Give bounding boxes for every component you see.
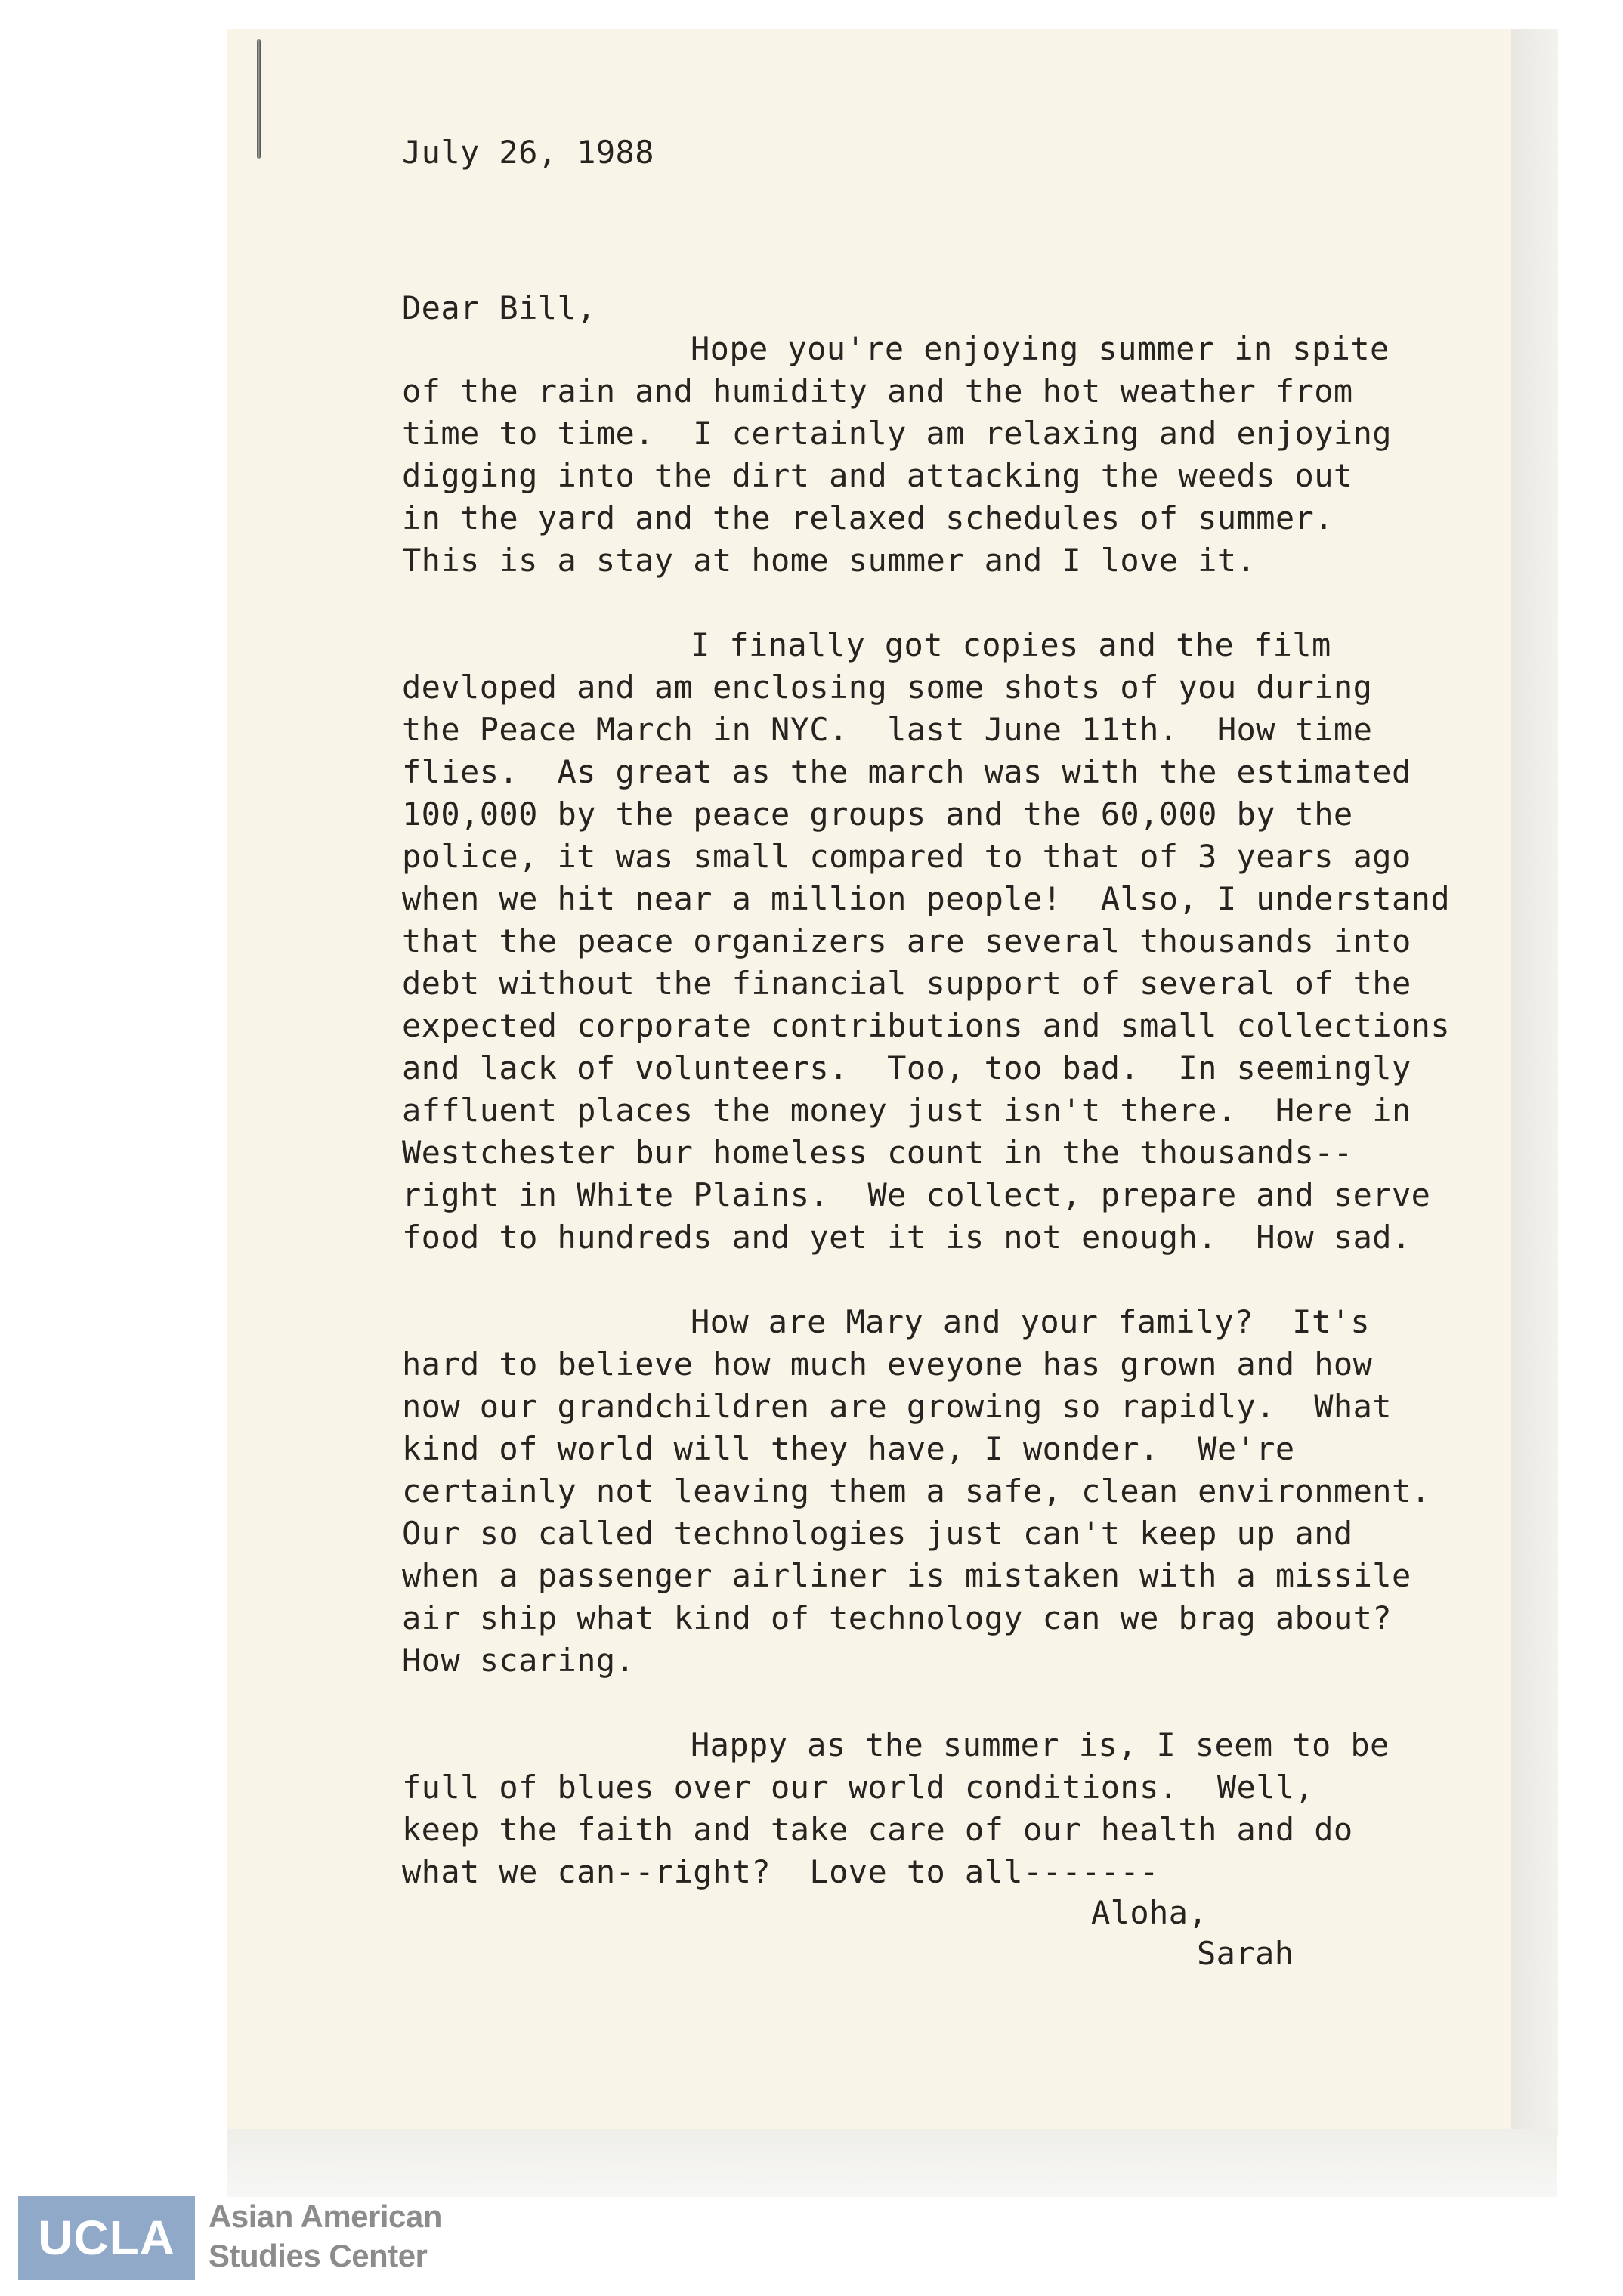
- paragraph-line: expected corporate contributions and small collections: [402, 1007, 1451, 1044]
- center-name-line2: Studies Center: [209, 2238, 428, 2273]
- paragraph-line: Hope you're enjoying summer in spite: [691, 330, 1390, 367]
- paragraph-line: of the rain and humidity and the hot weather from: [402, 372, 1353, 409]
- paragraph-line: time to time. I certainly am relaxing and enjoying: [402, 415, 1392, 452]
- paragraph-line: when a passenger airliner is mistaken with a missile: [402, 1557, 1411, 1594]
- letter-closing: Aloha,: [1091, 1894, 1208, 1931]
- paragraph-line: air ship what kind of technology can we brag about?: [402, 1599, 1392, 1636]
- paragraph-line: food to hundreds and yet it is not enough. How sad.: [402, 1219, 1411, 1256]
- paragraph-line: certainly not leaving them a safe, clean environment.: [402, 1472, 1431, 1510]
- paragraph-line: the Peace March in NYC. last June 11th. How time: [402, 711, 1373, 748]
- paragraph-line: full of blues over our world conditions. Well,: [402, 1769, 1315, 1806]
- paragraph-line: that the peace organizers are several thousands into: [402, 922, 1411, 959]
- paragraph-line: in the yard and the relaxed schedules of summer.: [402, 499, 1334, 536]
- paragraph-line: How scaring.: [402, 1642, 635, 1679]
- paragraph-line: Westchester bur homeless count in the thousands--: [402, 1134, 1353, 1171]
- paragraph-line: what we can--right? Love to all-------: [402, 1853, 1159, 1890]
- paragraph-line: debt without the financial support of several of the: [402, 965, 1411, 1002]
- paragraph-line: keep the faith and take care of our health and do: [402, 1811, 1353, 1848]
- paragraph-line: digging into the dirt and attacking the weeds out: [402, 457, 1353, 494]
- paragraph-line: I finally got copies and the film: [691, 626, 1331, 663]
- paragraph-line: devloped and am enclosing some shots of you during: [402, 669, 1373, 706]
- page-edge-shadow: [1511, 29, 1558, 2137]
- center-name: [209, 2197, 442, 2276]
- paragraph-line: now our grandchildren are growing so rapidly. What: [402, 1388, 1392, 1425]
- ucla-logo: UCLA: [18, 2196, 195, 2280]
- paragraph-line: right in White Plains. We collect, prepare and serve: [402, 1176, 1431, 1213]
- letter-salutation: Dear Bill,: [402, 289, 596, 326]
- paragraph-line: hard to believe how much eveyone has grown and how: [402, 1346, 1373, 1383]
- paragraph-line: flies. As great as the march was with the estimated: [402, 753, 1411, 790]
- staple: [257, 39, 261, 159]
- letter-date: July 26, 1988: [402, 134, 654, 171]
- paragraph-line: This is a stay at home summer and I love it.: [402, 542, 1257, 579]
- letter-signature: Sarah: [1197, 1935, 1294, 1972]
- paragraph-line: 100,000 by the peace groups and the 60,000 by the: [402, 796, 1353, 833]
- page-bottom-shadow: [227, 2129, 1557, 2197]
- paragraph-line: kind of world will they have, I wonder. We're: [402, 1430, 1295, 1467]
- center-name-line1: Asian American: [209, 2199, 442, 2234]
- paragraph-line: affluent places the money just isn't there. Here in: [402, 1092, 1411, 1129]
- paragraph-line: Our so called technologies just can't keep up and: [402, 1515, 1353, 1552]
- paragraph-line: How are Mary and your family? It's: [691, 1303, 1371, 1340]
- paragraph-line: when we hit near a million people! Also, I understand: [402, 880, 1451, 917]
- paragraph-line: Happy as the summer is, I seem to be: [691, 1726, 1390, 1763]
- paragraph-line: and lack of volunteers. Too, too bad. In seemingly: [402, 1049, 1411, 1086]
- paragraph-line: police, it was small compared to that of 3 years ago: [402, 838, 1411, 875]
